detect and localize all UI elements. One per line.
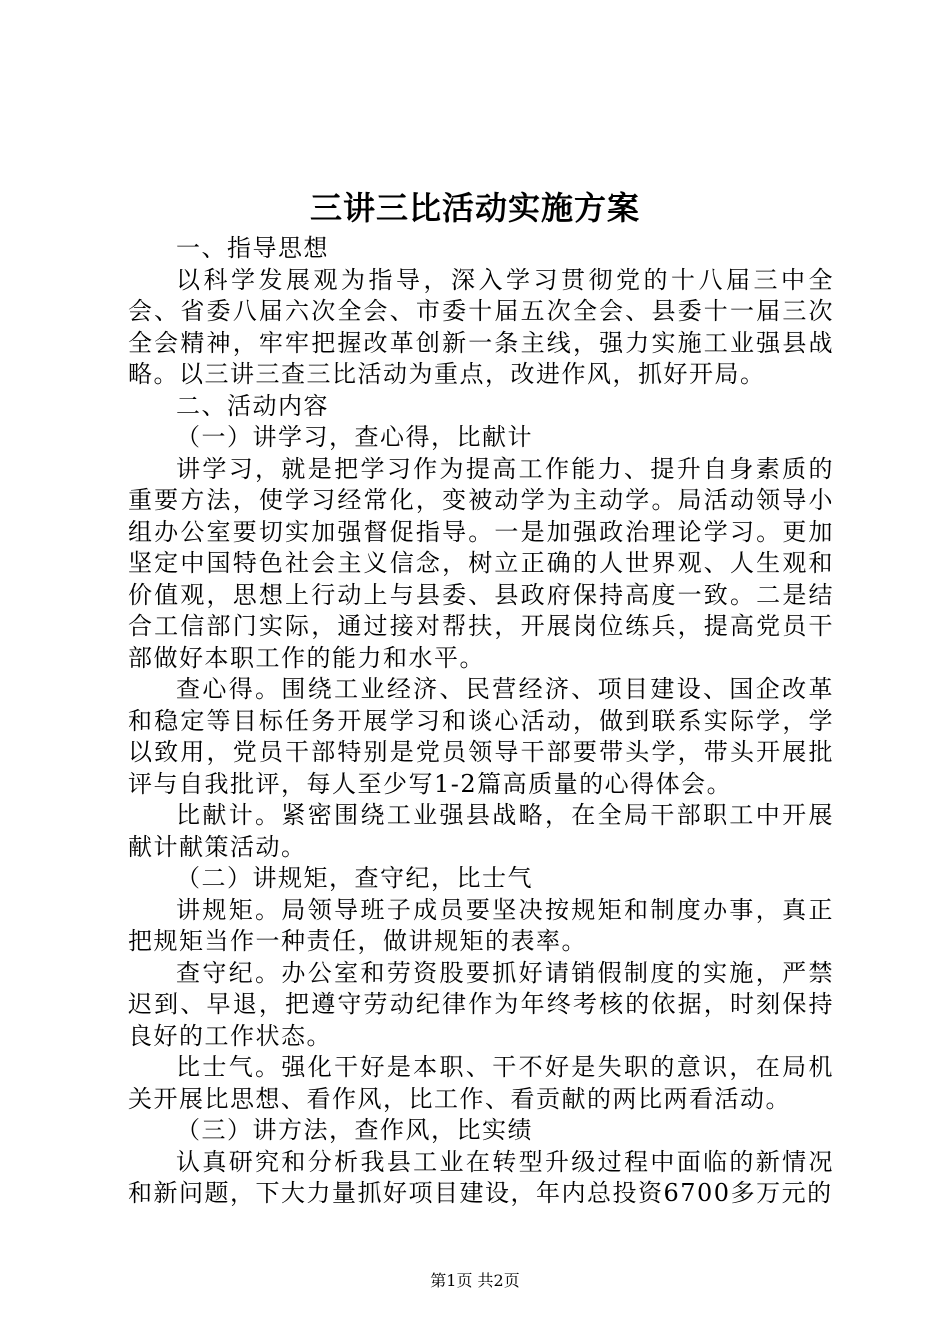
subheading: （三）讲方法，查作风，比实绩 xyxy=(176,1116,533,1144)
paragraph: 认真研究和分析我县工业在转型升级过程中面临的新情况和新问题，下大力量抓好项目建设，年内总投资6700多万元的 xyxy=(128,1147,834,1207)
heading-activity-content: 二、活动内容 xyxy=(176,391,329,420)
paragraph: 比献计。紧密围绕工业强县战略，在全局干部职工中开展献计献策活动。 xyxy=(128,801,834,861)
subheading: （一）讲学习，查心得，比献计 xyxy=(176,423,533,451)
document-title: 三讲三比活动实施方案 xyxy=(309,189,640,227)
document-body xyxy=(128,233,834,1210)
paragraph: 讲规矩。局领导班子成员要坚决按规矩和制度办事，真正把规矩当作一种责任，做讲规矩的表率。 xyxy=(128,895,834,955)
paragraph: 以科学发展观为指导，深入学习贯彻党的十八届三中全会、省委八届六次全会、市委十届五次全会、县委十一届三次全会精神，牢牢把握改革创新一条主线，强力实施工业强县战略。以三讲三查三比活动为重点，改进作风，抓好开局。 xyxy=(128,265,834,388)
paragraph: 比士气。强化干好是本职、干不好是失职的意识，在局机关开展比思想、看作风，比工作、看贡献的两比两看活动。 xyxy=(128,1053,834,1113)
paragraph: 查心得。围绕工业经济、民营经济、项目建设、国企改革和稳定等目标任务开展学习和谈心活动，做到联系实际学，学以致用，党员干部特别是党员领导干部要带头学，带头开展批评与自我批评，每人至少写1-2篇高质量的心得体会。 xyxy=(128,675,834,798)
paragraph: 讲学习，就是把学习作为提高工作能力、提升自身素质的重要方法，使学习经常化，变被动学为主动学。局活动领导小组办公室要切实加强督促指导。一是加强政治理论学习。更加坚定中国特色社会主义信念，树立正确的人世界观、人生观和价值观，思想上行动上与县委、县政府保持高度一致。二是结合工信部门实际，通过接对帮扶，开展岗位练兵，提高党员干部做好本职工作的能力和水平。 xyxy=(128,454,834,672)
heading-guiding-ideology: 一、指导思想 xyxy=(176,234,329,262)
subheading: （二）讲规矩，查守纪，比士气 xyxy=(176,864,533,892)
page-footer: 第1页 共2页 xyxy=(430,1271,520,1290)
paragraph: 查守纪。办公室和劳资股要抓好请销假制度的实施，严禁迟到、早退，把遵守劳动纪律作为年终考核的依据，时刻保持良好的工作状态。 xyxy=(128,958,834,1050)
